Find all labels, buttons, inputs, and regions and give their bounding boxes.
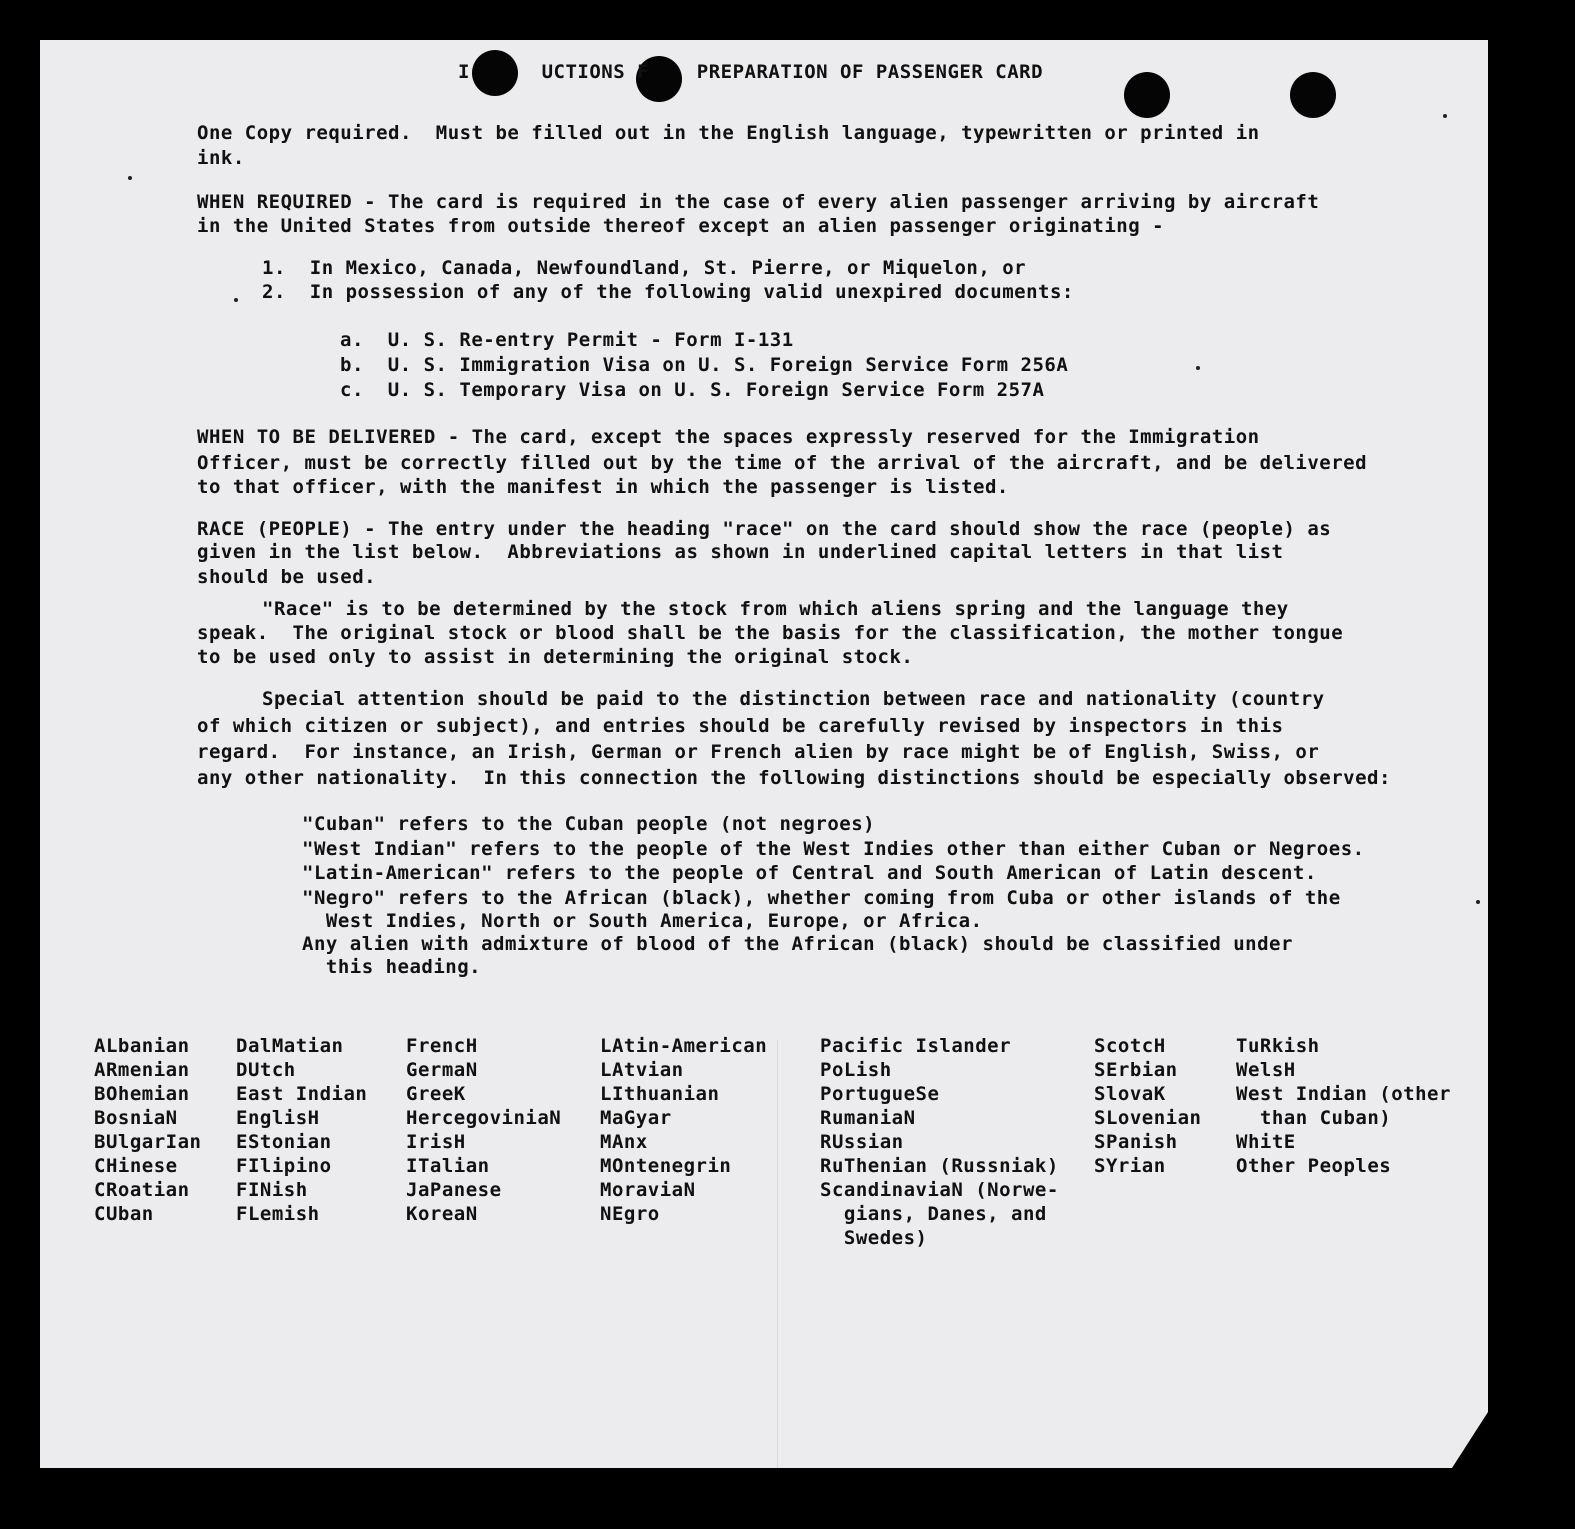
document-item: a. U. S. Re-entry Permit - Form I-131 [340,329,794,351]
race-item: RumaniaN [820,1107,916,1129]
race-item: SErbian [1094,1059,1178,1081]
distinction-line: "Negro" refers to the African (black), whether coming from Cuba or other islands of the [302,887,1341,909]
race-list-column-2 [236,1034,367,1226]
fold-line [777,1040,778,1468]
page-title: I UCTIONS F PREPARATION OF PASSENGER CARD [458,61,1044,83]
special-attention-line: Special attention should be paid to the distinction between race and nationality (country [262,688,1325,710]
punch-hole [1124,72,1170,118]
race-item: MaGyar [600,1107,672,1129]
race-item: East Indian [236,1083,368,1105]
race-people-line: should be used. [197,566,377,588]
race-item: SPanish [1094,1131,1178,1153]
race-item: GermaN [406,1059,478,1081]
race-item: CHinese [94,1155,178,1177]
race-list-column-3 [406,1034,561,1226]
document-item: c. U. S. Temporary Visa on U. S. Foreign Service Form 257A [340,379,1045,401]
distinction-line: "Cuban" refers to the Cuban people (not negroes) [302,813,876,835]
ink-speck [234,298,238,302]
numbered-item: 1. In Mexico, Canada, Newfoundland, St. Pierre, or Miquelon, or [262,257,1027,279]
race-item: IrisH [406,1131,466,1153]
race-item: West Indian (other [1236,1083,1451,1105]
when-delivered-line: to that officer, with the manifest in which the passenger is listed. [197,476,1009,498]
ink-speck [1476,900,1480,904]
special-attention-line: of which citizen or subject), and entries should be carefully revised by inspectors in this [197,715,1284,737]
race-item: TuRkish [1236,1035,1320,1057]
race-item: than Cuban) [1236,1107,1392,1129]
race-people-line: given in the list below. Abbreviations as shown in underlined capital letters in that list [197,541,1284,563]
race-item: Swedes) [820,1227,928,1249]
race-item: GreeK [406,1083,466,1105]
race-item: CUban [94,1203,154,1225]
copy-note-line: One Copy required. Must be filled out in the English language, typewritten or printed in [197,122,1260,144]
page-corner-cut [1452,1412,1488,1468]
race-item: NEgro [600,1203,660,1225]
race-item: DalMatian [236,1035,344,1057]
race-people-line: RACE (PEOPLE) - The entry under the heading "race" on the card should show the race (people) as [197,518,1332,540]
when-required-line: WHEN REQUIRED - The card is required in the case of every alien passenger arriving by aircraft [197,191,1320,213]
race-item: ScotcH [1094,1035,1166,1057]
race-item: DUtch [236,1059,296,1081]
special-attention-line: regard. For instance, an Irish, German or French alien by race might be of English, Swiss, or [197,741,1320,763]
race-item: MOntenegrin [600,1155,732,1177]
race-item: MoraviaN [600,1179,696,1201]
when-required-line: in the United States from outside thereof except an alien passenger originating - [197,215,1165,237]
race-item: SLovenian [1094,1107,1202,1129]
race-item: SlovaK [1094,1083,1166,1105]
race-list-column-1 [94,1034,201,1226]
race-item: ARmenian [94,1059,190,1081]
race-item: BUlgarIan [94,1131,202,1153]
race-determined-line: speak. The original stock or blood shall be the basis for the classification, the mother tongue [197,622,1344,644]
distinction-line: this heading. [302,956,482,978]
punch-hole [1290,72,1336,118]
race-item: LAtvian [600,1059,684,1081]
ink-speck [1443,114,1447,118]
when-delivered-line: Officer, must be correctly filled out by the time of the arrival of the aircraft, and be delivered [197,452,1368,474]
race-list-column-4 [600,1034,767,1226]
ink-speck [128,176,132,180]
when-delivered-line: WHEN TO BE DELIVERED - The card, except the spaces expressly reserved for the Immigration [197,426,1260,448]
race-item: WhitE [1236,1131,1296,1153]
distinction-line: Any alien with admixture of blood of the African (black) should be classified under [302,933,1293,955]
race-item: PoLish [820,1059,892,1081]
race-item: JaPanese [406,1179,502,1201]
race-item: ITalian [406,1155,490,1177]
race-item: FINish [236,1179,308,1201]
race-item: KoreaN [406,1203,478,1225]
race-determined-line: to be used only to assist in determining the original stock. [197,646,914,668]
race-item: CRoatian [94,1179,190,1201]
race-item: WelsH [1236,1059,1296,1081]
race-item: Other Peoples [1236,1155,1392,1177]
race-item: ScandinaviaN (Norwe- [820,1179,1059,1201]
race-item: Pacific Islander [820,1035,1012,1057]
race-item: LIthuanian [600,1083,720,1105]
race-item: EnglisH [236,1107,320,1129]
race-item: PortugueSe [820,1083,940,1105]
race-item: SYrian [1094,1155,1166,1177]
document-item: b. U. S. Immigration Visa on U. S. Foreign Service Form 256A [340,354,1069,376]
numbered-item: 2. In possession of any of the following valid unexpired documents: [262,281,1074,303]
race-item: BOhemian [94,1083,190,1105]
race-list-column-7 [1236,1034,1451,1178]
race-list-column-6 [1094,1034,1201,1178]
race-item: BosniaN [94,1107,178,1129]
race-item: FIlipino [236,1155,332,1177]
race-item: RUssian [820,1131,904,1153]
distinction-line: "West Indian" refers to the people of the West Indies other than either Cuban or Negroes. [302,838,1365,860]
ink-speck [1196,366,1200,370]
race-item: MAnx [600,1131,648,1153]
distinction-line: "Latin-American" refers to the people of Central and South American of Latin descent. [302,862,1317,884]
race-list-column-5 [820,1034,1059,1250]
race-item: HercegoviniaN [406,1107,562,1129]
copy-note-line: ink. [197,147,245,169]
race-item: FLemish [236,1203,320,1225]
race-item: ALbanian [94,1035,190,1057]
distinction-line: West Indies, North or South America, Europe, or Africa. [302,910,983,932]
race-item: FrencH [406,1035,478,1057]
special-attention-line: any other nationality. In this connection the following distinctions should be especially observed: [197,767,1391,789]
race-item: LAtin-American [600,1035,768,1057]
race-determined-line: "Race" is to be determined by the stock from which aliens spring and the language they [262,598,1289,620]
race-item: gians, Danes, and [820,1203,1047,1225]
race-item: RuThenian (Russniak) [820,1155,1059,1177]
race-item: EStonian [236,1131,332,1153]
